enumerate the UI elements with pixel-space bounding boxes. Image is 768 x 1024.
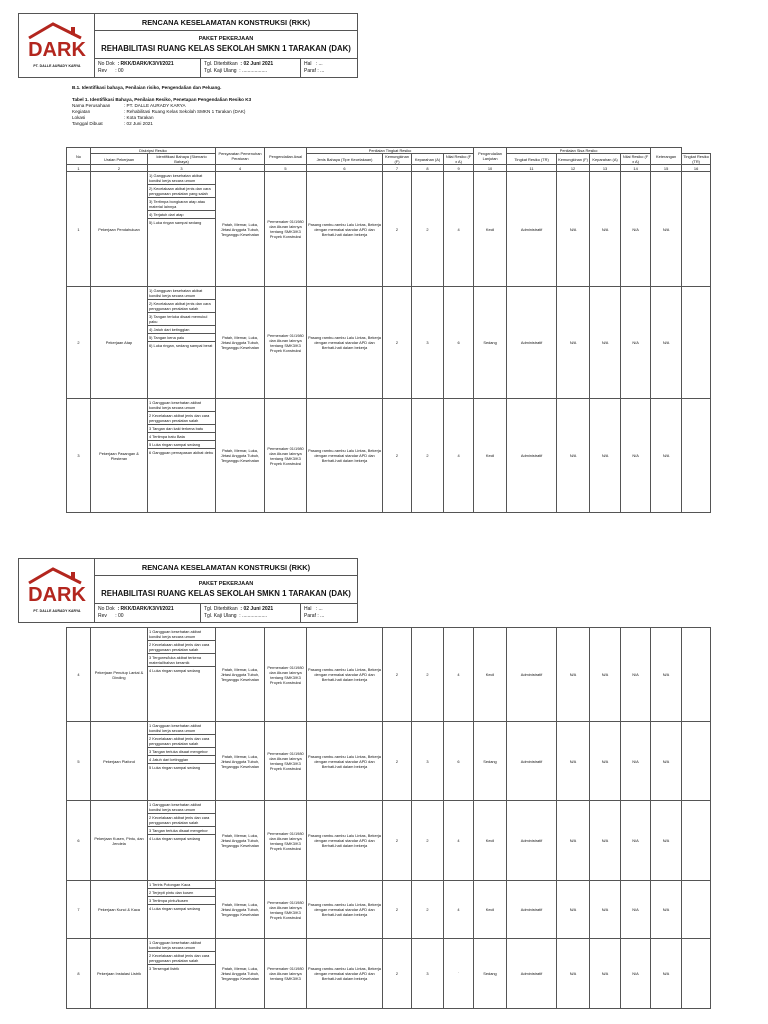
row-jenis: Patah, Memar, Luka, Jirtasi Anggota Tubuh, Terganggu Kesehatan [216,881,265,939]
row-tr: Kecil [474,628,507,722]
intro-field-label: Tanggal Dibuat [72,121,103,126]
table-row [67,628,711,722]
row-persyaratan: Permenaker 01/1980 dan Aturan lainnya tentang SMK3/K3 Proyek Konstruksi [265,628,307,722]
hazard-item: 3 Tertimpa pintu/kusen [148,897,215,905]
row-s15: N/A [651,801,682,881]
row-s12: N/A [557,287,590,399]
hazard-item: 1) Gangguan kesehatan akibat kondisi kerja secara umum [148,172,215,185]
document-title: RENCANA KESELAMATAN KONSTRUKSI (RKK) [95,559,357,576]
row-s14: N/A [621,399,651,513]
row-a: 2 [412,399,444,513]
hazard-item: 1 Gangguan kesehatan akibat kondisi kerja secara umum [148,399,215,412]
hazard-item: 4) Jatuh dari ketinggian [148,326,215,334]
hazard-item: 2 Kecelakaan akibat jenis dan cara penggunaan peralatan salah [148,735,215,748]
document-meta [95,604,357,622]
row-tr: Sedang [474,939,507,1009]
terbit-label: Tgl. Diterbitkan [204,606,238,612]
col-sisa-keparahan: Keparahan (A) [590,154,621,165]
hazard-item: 1 Gangguan kesehatan akibat kondisi kerja secara umum [148,939,215,952]
table-row [67,287,711,399]
row-fa: 4 [444,881,474,939]
row-f: 2 [383,628,412,722]
row-awal: Pasang rambu-rambu Lalu Lintas, Bekerja dengan memakai standar APD dan Berhati-hati dalam bekerja [307,287,383,399]
row-uraian: Pekerjaan Penutup Lantai & Dinding [91,628,148,722]
intro-field-value: : 02 Juni 2021 [124,121,153,126]
hazard-item: 6) Luka ringan, sedang sampai berat [149,343,213,348]
row-lanjutan: Administratif [507,287,557,399]
risk-table-page-1 [66,147,711,513]
row-f: 2 [383,801,412,881]
hazard-item: 4 Tertimpa batu Bata [148,433,215,441]
row-a: 3 [412,939,444,1009]
logo-house-icon [23,22,91,62]
no-dok-value: : RKK/DARK/K3/VI/2021 [117,606,174,612]
col-sisa-kemungkinan: Kemungkinan (F) [557,154,590,165]
row-persyaratan: Permenaker 01/1980 dan Aturan lainnya tentang SMK3/K3 Proyek Konstruksi [265,399,307,513]
rev-label: Rev [98,613,107,619]
rkk-header [18,13,358,78]
hazard-item: 1 Gangguan kesehatan akibat kondisi kerja secara umum [148,722,215,735]
document-meta [95,59,357,77]
svg-text:DARK: DARK [28,584,86,606]
row-a: 3 [412,722,444,801]
col-keparahan: Keparahan (A) [412,154,444,165]
row-uraian: Pekerjaan Kunci & Kaca [91,881,148,939]
hazard-item: 5) Tangan kena palu [148,334,215,342]
row-s15: N/A [651,722,682,801]
rev-value: : 00 [115,68,124,74]
terbit-value: : 02 Juni 2021 [240,606,274,612]
row-uraian: Pekerjaan Pasangan & Plesteran [91,399,148,513]
intro-field-label: Nama Perusahaan [72,103,111,108]
column-number: 9 [444,165,474,172]
intro-field-value: : Rehabilitasi Ruang Kelas Sekolah SMKN 1 Tarakan (DAK) [124,109,246,114]
row-f: 2 [383,722,412,801]
row-persyaratan: Permenaker 01/1980 dan Aturan lainnya tentang SMK3/K3 Proyek Konstruksi [265,881,307,939]
row-f: 2 [383,287,412,399]
row-jenis: Patah, Memar, Luka, Jirtasi Anggota Tubuh, Terganggu Kesehatan [216,172,265,287]
intro-field-value: : Kota Tarakan [124,115,154,120]
hazard-item: 1) Gangguan kesehatan akibat kondisi kerja secara umum [148,287,215,300]
hal-value: : ... [315,61,323,67]
col-tingkat: Tingkat Resiko (TR) [507,154,557,165]
svg-text:DARK: DARK [28,39,86,61]
hazard-item: 3) Tertimpa bongkaran atap atau material lainnya [148,198,215,211]
paraf-label: Paraf [304,613,316,619]
hazard-item: 2 Kecelakaan akibat jenis dan cara penggunaan peralatan salah [148,641,215,654]
row-s13: N/A [590,881,621,939]
row-ket [682,287,711,399]
col-jenis: Jenis Bahaya (Tipe Kecelakaan) [307,154,383,165]
column-number: 10 [474,165,507,172]
col-nilai: Nilai Resiko (F x A) [444,154,474,165]
row-no: 2 [67,287,91,399]
hazard-item: 2 Kecelakaan akibat jenis dan cara penggunaan peralatan salah [148,952,215,965]
row-s15: N/A [651,628,682,722]
risk-table-page-2 [66,627,711,1009]
paket-name: REHABILITASI RUANG KELAS SEKOLAH SMKN 1 TARAKAN (DAK) [101,589,351,598]
section-heading: B.1. Identifikasi bahaya, Penilaian risiko, Pengendalian dan Peluang. [72,85,222,90]
column-number: 7 [383,165,412,172]
col-diskripsi: Diskripsi Resiko [91,148,216,154]
hazard-item: 4 Luka ringan sampai sedang [149,668,201,673]
row-s12: N/A [557,939,590,1009]
document-page-2 [0,549,768,1024]
row-identifikasi [148,939,216,1009]
row-identifikasi [148,881,216,939]
row-a: 3 [412,287,444,399]
col-sisa-nilai: Nilai Resiko (F x A) [621,154,651,165]
hazard-item: 3 Tangan terluka disaat mengebor [148,748,215,756]
intro-field [72,121,251,127]
row-jenis: Patah, Memar, Luka, Jirtasi Anggota Tubuh, Terganggu Kesehatan [216,628,265,722]
no-dok-value: : RKK/DARK/K3/VI/2021 [117,61,174,67]
col-no: No [67,148,91,165]
table-row [67,399,711,513]
row-s14: N/A [621,628,651,722]
row-no: 4 [67,628,91,722]
row-s15: N/A [651,287,682,399]
row-lanjutan: Administratif [507,399,557,513]
row-jenis: Patah, Memar, Luka, Jirtasi Anggota Tubuh, Terganggu Kesehatan [216,801,265,881]
row-s14: N/A [621,881,651,939]
hazard-item: 4 Luka ringan sampai sedang [149,836,201,841]
hazard-item: 6 Gangguan pernapasan akibat debu [149,450,214,455]
paket-label: PAKET PEKERJAAN [198,36,254,42]
row-s15: N/A [651,881,682,939]
row-f: 2 [383,939,412,1009]
row-lanjutan: Administratif [507,172,557,287]
column-number: 5 [265,165,307,172]
document-title: RENCANA KESELAMATAN KONSTRUKSI (RKK) [95,14,357,31]
hazard-item: 3 Tangan terluka disaat mengebor [148,827,215,835]
row-no: 8 [67,939,91,1009]
row-lanjutan: Administratif [507,722,557,801]
hazard-item: 5 Luka ringan sampai sedang [148,441,215,449]
column-number: 14 [621,165,651,172]
col-sisa: Penilaian Sisa Resiko [507,148,651,154]
hazard-item: 4 Luka ringan sampai sedang [149,906,201,911]
column-number: 2 [91,165,148,172]
column-number: 6 [307,165,383,172]
hazard-item: 5) Luka ringan sampai sedang [149,220,202,225]
row-ket [682,628,711,722]
row-f: 2 [383,399,412,513]
row-tr: Sedang [474,287,507,399]
row-s13: N/A [590,722,621,801]
row-awal: Pasang rambu-rambu Lalu Lintas, Bekerja dengan memakai standar APD dan Berhati-hati dalam bekerja [307,172,383,287]
hazard-item: 4 Jatuh dari ketinggian [148,756,215,764]
row-jenis: Patah, Memar, Luka, Jirtasi Anggota Tubuh, Terganggu Kesehatan [216,939,265,1009]
row-persyaratan: Permenaker 01/1980 dan Aturan lainnya tentang SMK3/K3 Proyek Konstruksi [265,287,307,399]
row-s14: N/A [621,287,651,399]
row-no: 1 [67,172,91,287]
row-uraian: Pekerjaan Plafond [91,722,148,801]
row-identifikasi [148,399,216,513]
row-identifikasi [148,287,216,399]
table-title: Tabel 1. Identifikasi Bahaya, Penilaian Resiko, Penetapan Pengendalian Resiko K3 [72,97,252,102]
col-uraian: Uraian Pekerjaan [91,154,148,165]
row-s12: N/A [557,172,590,287]
col-penilaian: Penilaian Tingkat Resiko [307,148,474,154]
col-keterangan: Keterangan [651,148,682,165]
row-ket [682,722,711,801]
terbit-value: : 02 Juni 2021 [240,61,274,67]
row-identifikasi [148,801,216,881]
company-logo-2 [19,559,95,622]
no-dok-label: No Dok [98,61,115,67]
row-lanjutan: Administratif [507,801,557,881]
company-logo [19,14,95,77]
row-uraian: Pekerjaan Atap [91,287,148,399]
row-f: 2 [383,881,412,939]
row-jenis: Patah, Memar, Luka, Jirtasi Anggota Tubuh, Terganggu Kesehatan [216,722,265,801]
column-number: 1 [67,165,91,172]
hazard-item: 5 Luka ringan sampai sedang [149,765,201,770]
row-fa: 6 [444,722,474,801]
row-no: 5 [67,722,91,801]
row-awal: Pasang rambu-rambu Lalu Lintas, Bekerja dengan memakai standar APD dan Berhati-hati dalam bekerja [307,628,383,722]
row-awal: Pasang rambu-rambu Lalu Lintas, Bekerja dengan memakai standar APD dan Berhati-hati dalam bekerja [307,722,383,801]
col-persyaratan: Persyaratan Pemenuhan Peraturan [216,148,265,165]
row-s13: N/A [590,628,621,722]
table-row [67,939,711,1009]
kaji-value: : .................. [239,613,268,619]
hazard-item: 1 Teriris Potongan Kaca [148,881,215,889]
hazard-item: 2) Kecelakaan akibat jenis dan cara penggunaan peralatan yang salah [148,185,215,198]
row-awal: Pasang rambu-rambu Lalu Lintas, Bekerja dengan memakai standar APD dan Berhati-hati dalam bekerja [307,881,383,939]
kaji-value: : .................. [239,68,268,74]
hazard-item: 2) Kecelakaan akibat jenis dan cara penggunaan peralatan salah [148,300,215,313]
row-f: 2 [383,172,412,287]
row-s15: N/A [651,399,682,513]
row-uraian: Pekerjaan Kusen, Pintu, dan Jendela [91,801,148,881]
row-awal: Pasang rambu-rambu Lalu Lintas, Bekerja dengan memakai standar APD dan Berhati-hati dalam bekerja [307,801,383,881]
row-lanjutan: Administratif [507,939,557,1009]
kaji-label: Tgl. Kaji Ulang [204,613,237,619]
row-tr: Kecil [474,172,507,287]
table-row [67,722,711,801]
logo-house-icon [23,567,91,607]
row-fa: 4 [444,628,474,722]
row-no: 3 [67,399,91,513]
intro-field-value: : PT. DALLE AURADY KARYA [124,103,186,108]
row-awal: Pasang rambu-rambu Lalu Lintas, Bekerja dengan memakai standar APD dan Berhati-hati dalam bekerja [307,939,383,1009]
column-number: 16 [682,165,711,172]
intro-field-label: Lokasi [72,115,86,120]
column-number: 4 [216,165,265,172]
row-fa: 4 [444,801,474,881]
row-tr: Kecil [474,801,507,881]
row-ket [682,399,711,513]
hazard-item: 3 Tangan dan kaki terkena batu [148,425,215,433]
row-s12: N/A [557,722,590,801]
rev-label: Rev [98,68,107,74]
row-s14: N/A [621,801,651,881]
row-ket [682,801,711,881]
row-uraian: Pekerjaan Pendahuluan [91,172,148,287]
company-short-name: PT. DALLE AURADY KARYA [33,64,81,68]
row-s13: N/A [590,801,621,881]
row-s12: N/A [557,628,590,722]
col-pengendalian-awal: Pengendalian Awal [265,148,307,165]
row-persyaratan: Permenaker 01/1980 dan Aturan lainnya tentang SMK3/K3 Proyek Konstruksi [265,172,307,287]
row-lanjutan: Administratif [507,628,557,722]
paraf-label: Paraf [304,68,316,74]
row-identifikasi [148,172,216,287]
row-tr: Kecil [474,399,507,513]
row-ket [682,881,711,939]
row-awal: Pasang rambu-rambu Lalu Lintas, Bekerja dengan memakai standar APD dan Berhati-hati dalam bekerja [307,399,383,513]
row-ket [682,172,711,287]
row-s13: N/A [590,939,621,1009]
row-lanjutan: Administratif [507,881,557,939]
row-s13: N/A [590,287,621,399]
row-s12: N/A [557,399,590,513]
column-number: 15 [651,165,682,172]
intro-field-label: Kegiatan [72,109,91,114]
kaji-label: Tgl. Kaji Ulang [204,68,237,74]
hazard-item: 2 Kecelakaan akibat jenis dan cara penggunaan peralatan salah [148,412,215,425]
hazard-item: 1 Gangguan kesehatan akibat kondisi kerja secara umum [148,628,215,641]
row-s12: N/A [557,881,590,939]
hazard-item: 3 Tergores/luka akibat terkena material/bahan keramik [148,654,215,667]
row-a: 2 [412,172,444,287]
row-s13: N/A [590,172,621,287]
row-tr: Kecil [474,881,507,939]
terbit-label: Tgl. Diterbitkan [204,61,238,67]
paket-name: REHABILITASI RUANG KELAS SEKOLAH SMKN 1 TARAKAN (DAK) [101,44,351,53]
row-fa: 4 [444,172,474,287]
table-row [67,172,711,287]
column-number: 12 [557,165,590,172]
row-identifikasi [148,628,216,722]
row-uraian: Pekerjaan Instalasi Listrik [91,939,148,1009]
col-sisa-tingkat: Tingkat Resiko (TR) [683,154,709,164]
row-fa: 4 [444,399,474,513]
hazard-item: 2 Terjepit pintu dan kusen [148,889,215,897]
row-a: 2 [412,881,444,939]
paraf-value: : ... [317,68,325,74]
row-fa: ` [444,939,474,1009]
table-row [67,801,711,881]
column-number: 3 [148,165,216,172]
hazard-item: 3 Tersengat listrik [149,966,180,971]
rev-value: : 00 [115,613,124,619]
col-identifikasi: Identifikasi Bahaya (Skenario Bahaya) [148,154,216,165]
company-short-name: PT. DALLE AURADY KARYA [33,609,81,613]
column-number: 8 [412,165,444,172]
paraf-value: : ... [317,613,325,619]
row-s14: N/A [621,939,651,1009]
hal-label: Hal [304,61,312,67]
row-a: 2 [412,628,444,722]
hazard-item: 2 Kecelakaan akibat jenis dan cara penggunaan peralatan salah [148,814,215,827]
no-dok-label: No Dok [98,606,115,612]
rkk-header-2 [18,558,358,623]
hazard-item: 1 Gangguan kesehatan akibat kondisi kerja secara umum [148,801,215,814]
table-row [67,881,711,939]
column-number: 13 [590,165,621,172]
table-subheader-row [67,154,711,165]
row-no: 7 [67,881,91,939]
col-kemungkinan: Kemungkinan (F) [383,154,412,165]
row-identifikasi [148,722,216,801]
row-ket [682,939,711,1009]
paket-label: PAKET PEKERJAAN [198,581,254,587]
row-jenis: Patah, Memar, Luka, Jirtasi Anggota Tubuh, Terganggu Kesehatan [216,287,265,399]
row-persyaratan: Permenaker 01/1980 dan Aturan lainnya tentang SMK3/K3 Proyek Konstruksi [265,801,307,881]
row-s12: N/A [557,801,590,881]
row-fa: 6 [444,287,474,399]
row-s14: N/A [621,722,651,801]
column-number: 11 [507,165,557,172]
hazard-item: 3) Tangan terluka disaat memukul paku [148,313,215,326]
row-s14: N/A [621,172,651,287]
row-s15: N/A [651,172,682,287]
row-persyaratan: Permenaker 01/1980 dan Aturan lainnya tentang SMK3/K3 Proyek Konstruksi [265,722,307,801]
col-lanjutan: Pengendalian Lanjutan [474,148,507,165]
row-tr: Sedang [474,722,507,801]
row-s13: N/A [590,399,621,513]
hal-value: : ... [315,606,323,612]
hal-label: Hal [304,606,312,612]
row-s15: N/A [651,939,682,1009]
row-jenis: Patah, Memar, Luka, Jirtasi Anggota Tubuh, Terganggu Kesehatan [216,399,265,513]
intro-block [72,85,251,127]
column-number-row [67,165,711,172]
row-a: 2 [412,801,444,881]
row-no: 6 [67,801,91,881]
row-persyaratan: Permenaker 01/1980 dan Aturan lainnya tentang SMK3/K3 [265,939,307,1009]
hazard-item: 4) Terjatuh dari atap [148,211,215,219]
